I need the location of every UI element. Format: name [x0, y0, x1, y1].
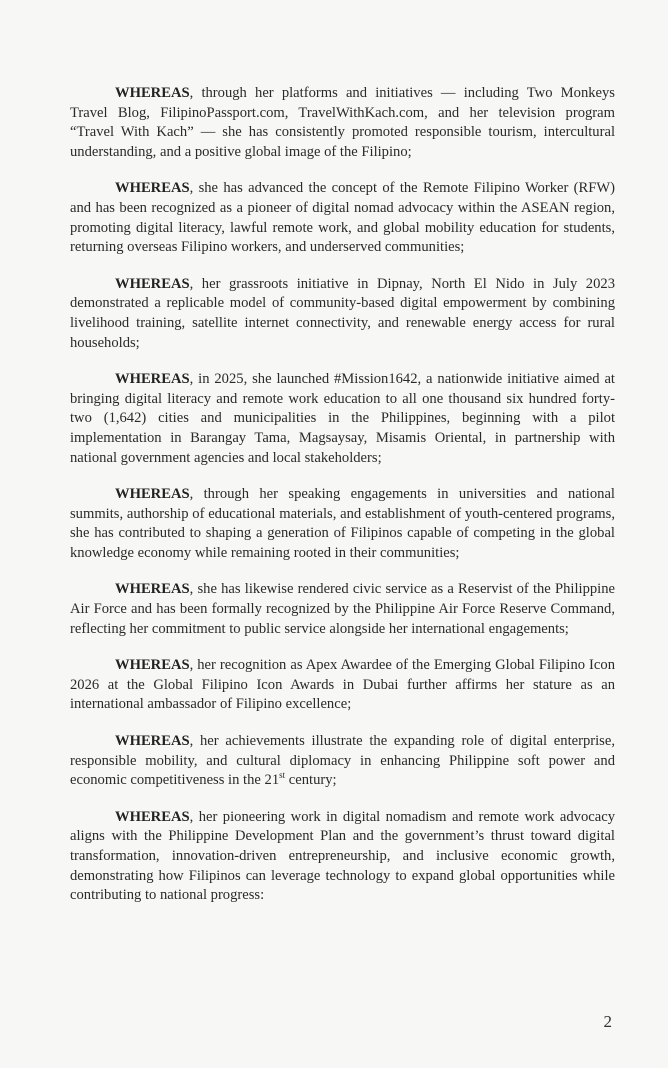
whereas-paragraph-9	[70, 808, 615, 906]
whereas-keyword: WHEREAS	[115, 371, 190, 388]
whereas-paragraph-8	[70, 732, 615, 791]
whereas-keyword: WHEREAS	[115, 275, 190, 292]
paragraph-text: , through her speaking engagements in universities and national summits, authorship of educational materials, and establishment of youth-centered programs, she has contributed to shaping a generation of Filipinos capable of competing in the global knowledge economy while remaining rooted in their communities;	[70, 486, 615, 561]
whereas-paragraph-4	[70, 370, 615, 468]
whereas-paragraph-2	[70, 179, 615, 257]
paragraph-text: , her pioneering work in digital nomadism and remote work advocacy aligns with the Philippine Development Plan and the government’s thrust toward digital transformation, innovation-driven entrepreneurship, and inclusive economic growth, demonstrating how Filipinos can leverage technology to expand global opportunities while contributing to national progress:	[70, 808, 615, 904]
whereas-keyword: WHEREAS	[115, 808, 190, 825]
paragraph-text: , she has advanced the concept of the Remote Filipino Worker (RFW) and has been recognized as a pioneer of digital nomad advocacy within the ASEAN region, promoting digital literacy, lawful remote work, and global mobility education for students, returning overseas Filipino workers, and underserved communities;	[70, 180, 615, 256]
whereas-paragraph-1	[70, 84, 615, 162]
paragraph-text: , through her platforms and initiatives — including Two Monkeys Travel Blog, FilipinoPassport.com, TravelWithKach.com, and her television program “Travel With Kach” — she has consistently promoted responsible tourism, intercultural understanding, and a positive global image of the Filipino;	[70, 85, 615, 160]
document-body	[70, 84, 615, 923]
paragraph-text: , her recognition as Apex Awardee of the Emerging Global Filipino Icon 2026 at the Global Filipino Icon Awards in Dubai further affirms her stature as an international ambassador of Filipino excellence;	[70, 657, 615, 713]
whereas-paragraph-3	[70, 275, 615, 353]
whereas-paragraph-6	[70, 580, 615, 639]
paragraph-text: , her grassroots initiative in Dipnay, North El Nido in July 2023 demonstrated a replicable model of community-based digital empowerment by combining livelihood training, satellite internet connectivity, and renewable energy access for rural households;	[70, 275, 615, 351]
paragraph-text: , her achievements illustrate the expanding role of digital enterprise, responsible mobility, and cultural diplomacy in enhancing Philippine soft power and economic competitiveness in the 21	[70, 733, 615, 789]
whereas-keyword: WHEREAS	[115, 85, 190, 101]
whereas-paragraph-7	[70, 656, 615, 715]
whereas-keyword: WHEREAS	[115, 180, 190, 197]
whereas-paragraph-5	[70, 485, 615, 563]
whereas-keyword: WHEREAS	[115, 733, 190, 750]
whereas-keyword: WHEREAS	[115, 581, 190, 598]
paragraph-text-end: century;	[285, 772, 337, 789]
whereas-keyword: WHEREAS	[115, 486, 190, 503]
paragraph-text: , in 2025, she launched #Mission1642, a nationwide initiative aimed at bringing digital literacy and remote work education to all one thousand six hundred forty-two (1,642) cities and municipalities in the Philippines, beginning with a pilot implementation in Barangay Tama, Magsaysay, Misamis Oriental, in partnership with national government agencies and local stakeholders;	[70, 371, 615, 466]
whereas-keyword: WHEREAS	[115, 657, 190, 674]
paragraph-text: , she has likewise rendered civic service as a Reservist of the Philippine Air Force and has been formally recognized by the Philippine Air Force Reserve Command, reflecting her commitment to public service alongside her international engagements;	[70, 581, 615, 637]
ordinal-superscript: st	[279, 770, 286, 781]
page-number: 2	[603, 1012, 612, 1031]
